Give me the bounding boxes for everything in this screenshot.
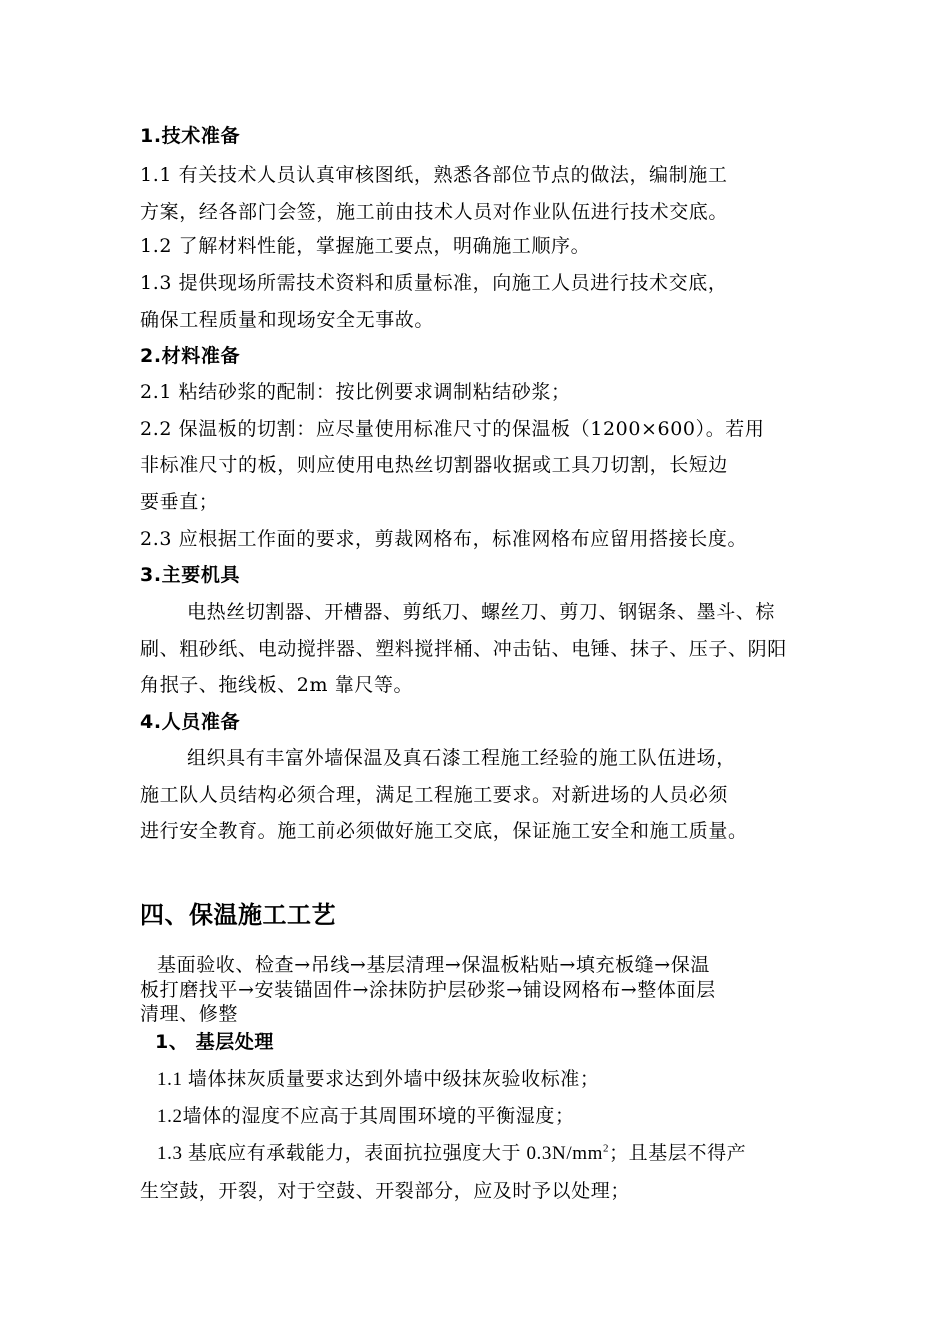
tools-line: 刷、粗砂纸、电动搅拌器、塑料搅拌桶、冲击钻、电锤、抹子、压子、阴阳 bbox=[140, 638, 787, 660]
tools-line: 电热丝切割器、开槽器、剪纸刀、螺丝刀、剪刀、钢锯条、墨斗、棕 bbox=[187, 601, 776, 623]
material-prep-line: 要垂直； bbox=[140, 491, 219, 513]
heading-staff-prep: 4.人员准备 bbox=[140, 711, 241, 733]
material-prep-line: 2.3 应根据工作面的要求，剪裁网格布，标准网格布应留用搭接长度。 bbox=[140, 528, 748, 550]
staff-prep-line: 施工队人员结构必须合理，满足工程施工要求。对新进场的人员必须 bbox=[140, 784, 729, 806]
base-treatment-text: ；且基层不得产 bbox=[609, 1143, 747, 1164]
staff-prep-line: 组织具有丰富外墙保温及真石漆工程施工经验的施工队伍进场， bbox=[187, 747, 736, 769]
superscript-exponent: 2 bbox=[602, 1142, 610, 1155]
heading-main-tools: 3.主要机具 bbox=[140, 564, 241, 586]
process-flow-line: 清理、修整 bbox=[140, 1003, 239, 1025]
tech-prep-line: 1.3 提供现场所需技术资料和质量标准，向施工人员进行技术交底， bbox=[140, 272, 728, 294]
tech-prep-line: 1.1 有关技术人员认真审核图纸，熟悉各部位节点的做法，编制施工 bbox=[140, 164, 728, 186]
heading-base-treatment: 1、 基层处理 bbox=[155, 1031, 275, 1053]
base-treatment-line: 生空鼓，开裂，对于空鼓、开裂部分，应及时予以处理； bbox=[140, 1181, 631, 1202]
tools-line: 角抿子、拖线板、2m 靠尺等。 bbox=[140, 674, 414, 696]
staff-prep-line: 进行安全教育。施工前必须做好施工交底，保证施工安全和施工质量。 bbox=[140, 820, 748, 842]
material-prep-line: 2.2 保温板的切割：应尽量使用标准尺寸的保温板（1200×600）。若用 bbox=[140, 418, 765, 440]
tech-prep-line: 方案，经各部门会签，施工前由技术人员对作业队伍进行技术交底。 bbox=[140, 201, 729, 223]
heading-material-prep: 2.材料准备 bbox=[140, 345, 241, 367]
tech-prep-line: 1.2 了解材料性能，掌握施工要点，明确施工顺序。 bbox=[140, 235, 591, 257]
heading-tech-prep: 1.技术准备 bbox=[140, 125, 241, 147]
tech-prep-line: 确保工程质量和现场安全无事故。 bbox=[140, 309, 435, 331]
base-treatment-line: 1.1 墙体抹灰质量要求达到外墙中级抹灰验收标准； bbox=[157, 1069, 600, 1090]
process-flow-line: 基面验收、检查→吊线→基层清理→保温板粘贴→填充板缝→保温 bbox=[157, 954, 711, 976]
section-title-insulation-process: 四、保温施工工艺 bbox=[140, 901, 336, 929]
base-treatment-line: 1.2墙体的湿度不应高于其周围环境的平衡湿度； bbox=[157, 1106, 575, 1127]
base-treatment-text: 1.3 基底应有承载能力，表面抗拉强度大于 0.3N/mm bbox=[157, 1143, 603, 1164]
material-prep-line: 非标准尺寸的板，则应使用电热丝切割器收据或工具刀切割，长短边 bbox=[140, 454, 729, 476]
process-flow-line: 板打磨找平→安装锚固件→涂抹防护层砂浆→铺设网格布→整体面层 bbox=[140, 979, 716, 1001]
material-prep-line: 2.1 粘结砂浆的配制：按比例要求调制粘结砂浆； bbox=[140, 381, 571, 403]
base-treatment-line bbox=[157, 1142, 746, 1166]
